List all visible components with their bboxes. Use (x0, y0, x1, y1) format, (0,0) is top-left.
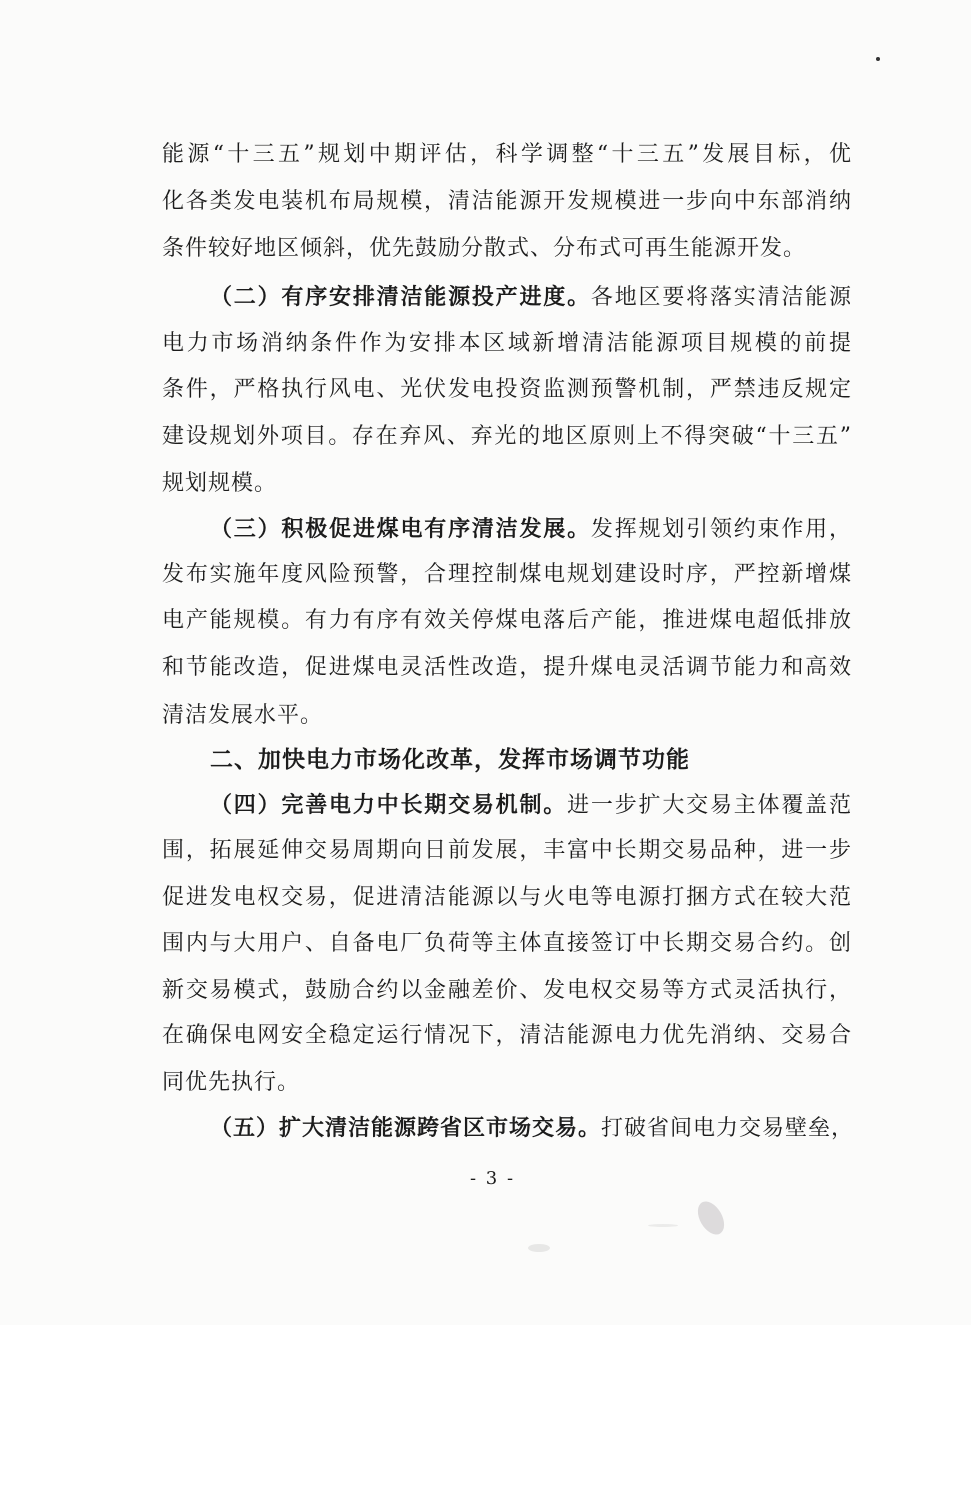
scan-smudge (648, 1224, 678, 1227)
body-line: 围，拓展延伸交易周期向日前发展，丰富中长期交易品种，进一步 (162, 838, 852, 863)
page-number: - 3 - (470, 1168, 516, 1189)
section-5-text: 打破省间电力交易壁垒， (601, 1116, 855, 1141)
section-3-text: 发挥规划引领约束作用， (590, 517, 852, 542)
body-line: 促进发电权交易，促进清洁能源以与火电等电源打捆方式在较大范 (162, 885, 852, 910)
section-4-text: 进一步扩大交易主体覆盖范 (567, 793, 852, 818)
body-line: 同优先执行。 (162, 1070, 301, 1095)
body-line: 建设规划外项目。存在弃风、弃光的地区原则上不得突破“十三五” (162, 424, 852, 449)
section-2-title: （二）有序安排清洁能源投产进度。 (210, 284, 591, 310)
body-line: 电产能规模。有力有序有效关停煤电落后产能，推进煤电超低排放 (162, 608, 852, 633)
section-2-text: 各地区要将落实清洁能源 (590, 285, 852, 310)
body-line: 能源“十三五”规划中期评估，科学调整“十三五”发展目标，优 (162, 142, 852, 167)
body-line: 条件较好地区倾斜，优先鼓励分散式、分布式可再生能源开发。 (162, 236, 807, 261)
body-line: 围内与大用户、自备电厂负荷等主体直接签订中长期交易合约。创 (162, 931, 852, 956)
blank-area (0, 1325, 971, 1490)
body-line: 新交易模式，鼓励合约以金融差价、发电权交易等方式灵活执行， (162, 978, 852, 1003)
body-line: 和节能改造，促进煤电灵活性改造，提升煤电灵活调节能力和高效 (162, 655, 852, 680)
body-line: 电力市场消纳条件作为安排本区域新增清洁能源项目规模的前提 (162, 331, 852, 356)
scan-smudge (528, 1244, 550, 1252)
section-2-first-line (210, 282, 852, 312)
section-3-first-line (210, 514, 852, 544)
body-line: 条件，严格执行风电、光伏发电投资监测预警机制，严禁违反规定 (162, 377, 852, 402)
chapter-heading: 二、加快电力市场化改革，发挥市场调节功能 (210, 747, 690, 773)
section-5-title: （五）扩大清洁能源跨省区市场交易。 (210, 1115, 602, 1141)
body-line: 发布实施年度风险预警，合理控制煤电规划建设时序，严控新增煤 (162, 562, 852, 587)
section-5-first-line (210, 1113, 855, 1143)
body-line: 清洁发展水平。 (162, 703, 324, 728)
body-line: 化各类发电装机布局规模，清洁能源开发规模进一步向中东部消纳 (162, 189, 852, 214)
body-line: 规划规模。 (162, 471, 278, 496)
body-line: 在确保电网安全稳定运行情况下，清洁能源电力优先消纳、交易合 (162, 1023, 852, 1048)
speck-mark (876, 57, 880, 61)
scan-smudge (692, 1197, 729, 1239)
section-3-title: （三）积极促进煤电有序清洁发展。 (210, 516, 591, 542)
section-4-title: （四）完善电力中长期交易机制。 (210, 792, 568, 818)
section-4-first-line (210, 790, 852, 820)
